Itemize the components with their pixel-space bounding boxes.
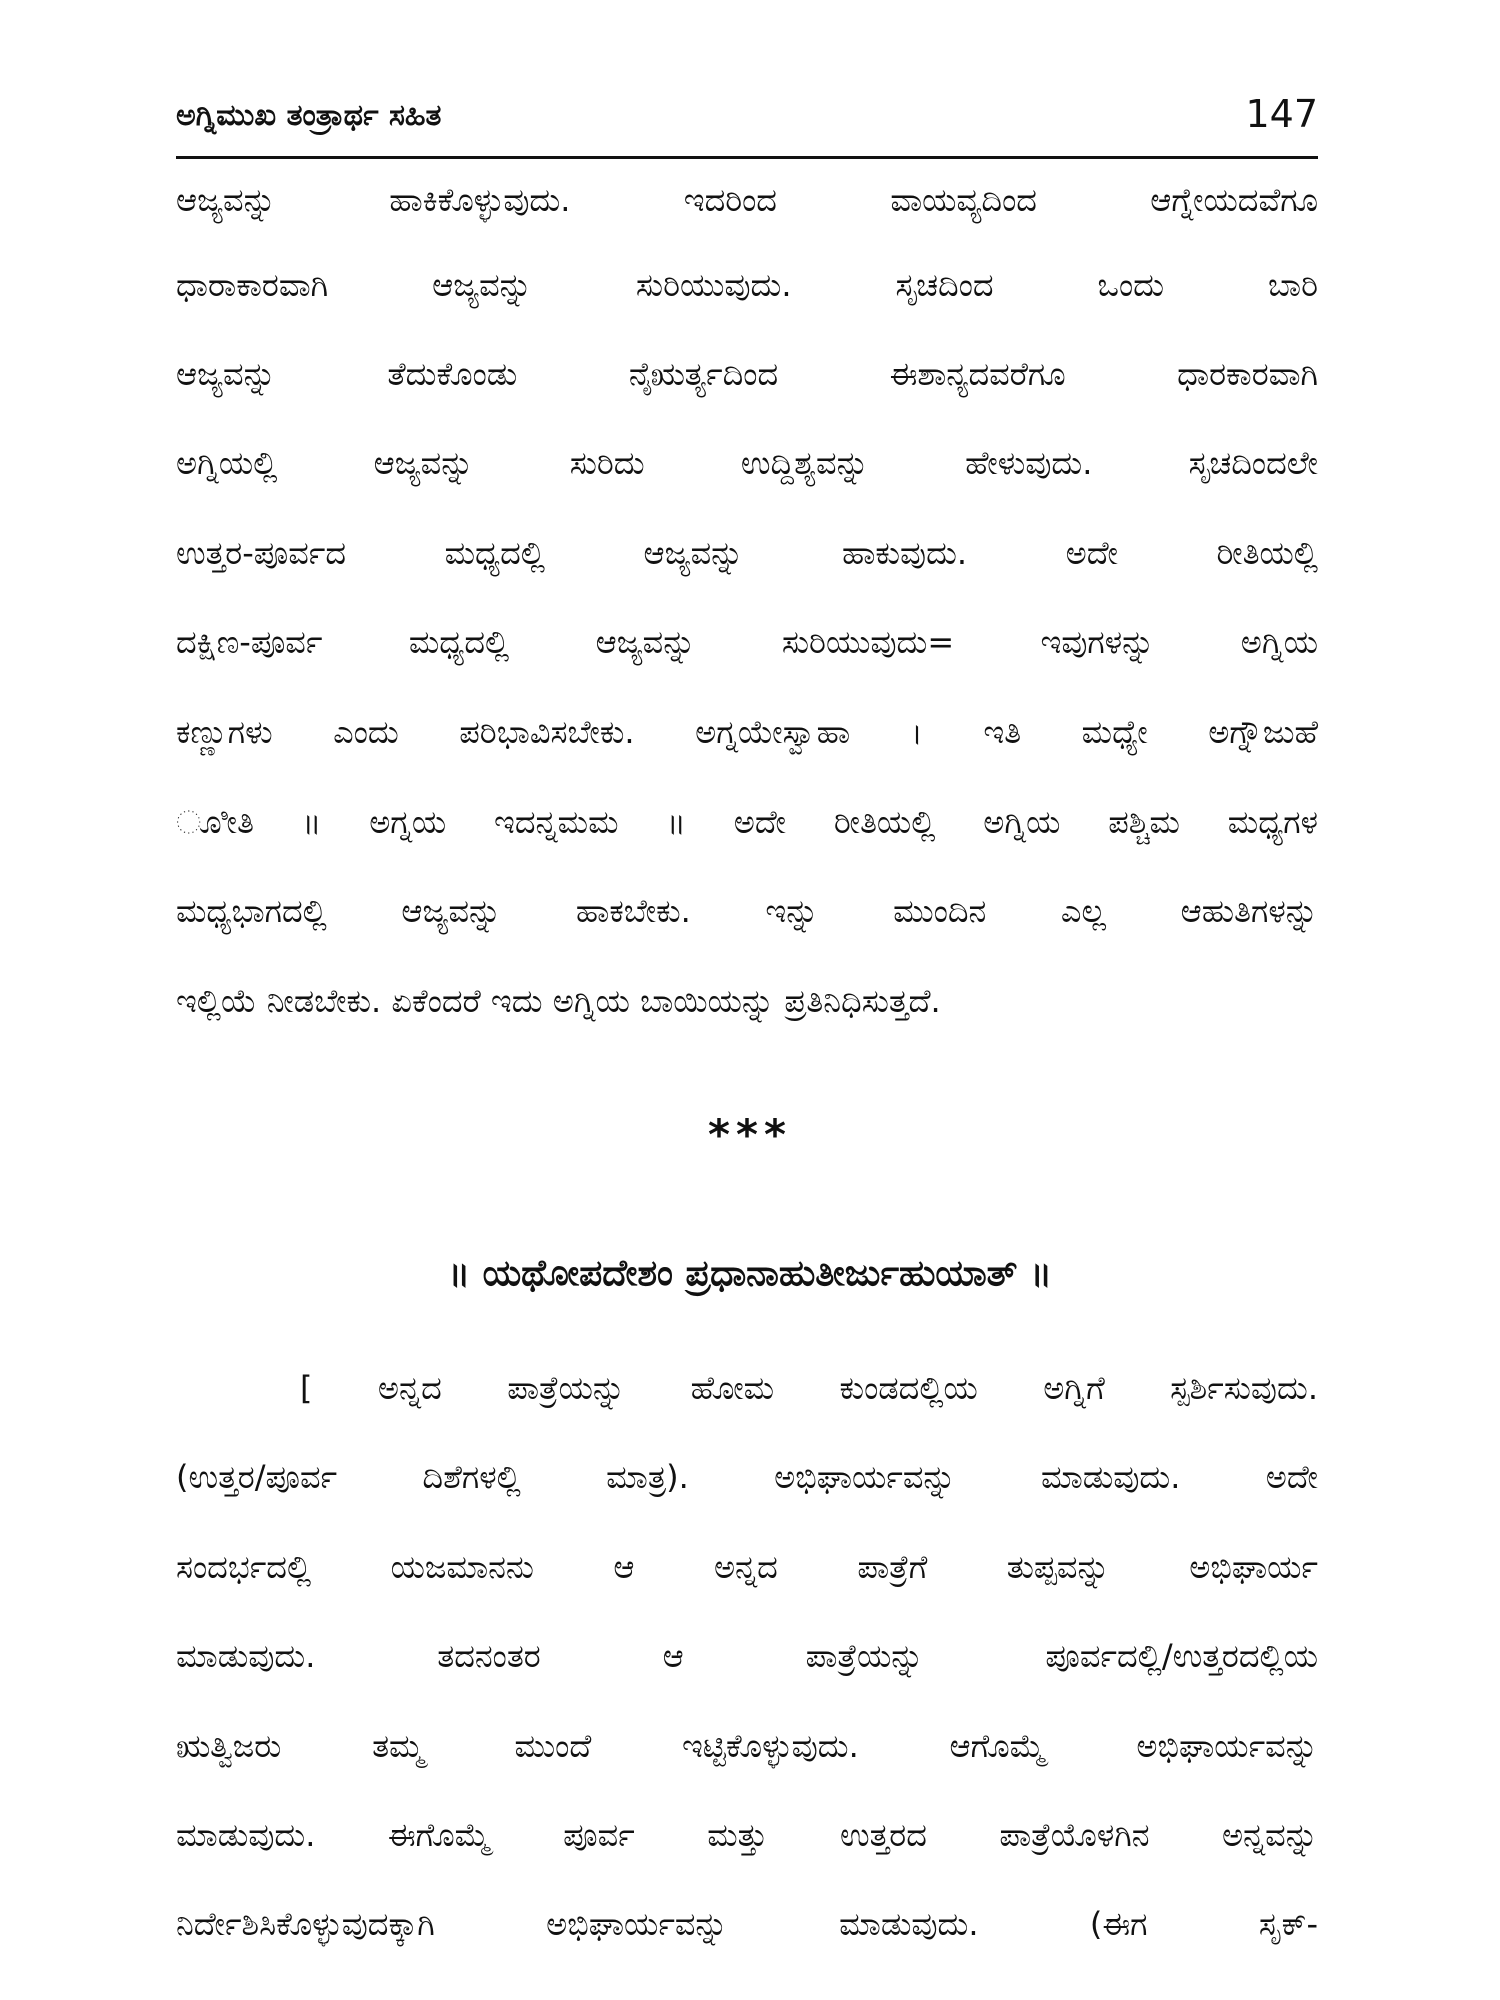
paragraph-1-line-10: ಇಲ್ಲಿಯೆ ನೀಡಬೇಕು. ಏಕೆಂದರೆ ಇದು ಅಗ್ನಿಯ ಬಾಯಿಯನ್ನು ಪ್ರತಿನಿಧಿಸುತ್ತದೆ. [176,982,941,1020]
paragraph-1-line-2: ಧಾರಾಕಾರವಾಗಿ ಆಜ್ಯವನ್ನು ಸುರಿಯುವುದು. ಸೃಚದಿಂದ ಒಂದು ಬಾರಿ [176,266,1318,304]
paragraph-2-line-1: [ ಅನ್ನದ ಪಾತ್ರೆಯನ್ನು ಹೋಮ ಕುಂಡದಲ್ಲಿಯ ಅಗ್ನಿಗೆ ಸ್ಪರ್ಶಿಸುವುದು. [300,1369,1318,1407]
paragraph-1-line-3: ಆಜ್ಯವನ್ನು ತೆದುಕೊಂಡು ನೈಋರ್ತ್ಯದಿಂದ ಈಶಾನ್ಯದವರೆಗೂ ಧಾರಕಾರವಾಗಿ [176,355,1318,393]
page-number: 147 [1245,92,1318,136]
running-header [176,92,1318,142]
paragraph-2-line-6: ಮಾಡುವುದು. ಈಗೊಮ್ಮೆ ಪೂರ್ವ ಮತ್ತು ಉತ್ತರದ ಪಾತ್ರೆಯೊಳಗಿನ ಅನ್ನವನ್ನು [176,1816,1318,1854]
paragraph-1-line-9: ಮಧ್ಯಭಾಗದಲ್ಲಿ ಆಜ್ಯವನ್ನು ಹಾಕಬೇಕು. ಇನ್ನು ಮುಂದಿನ ಎಲ್ಲ ಆಹುತಿಗಳನ್ನು [176,892,1318,930]
paragraph-1-line-7: ಕಣ್ಣುಗಳು ಎಂದು ಪರಿಭಾವಿಸಬೇಕು. ಅಗ್ನಯೇಸ್ವಾಹಾ । ಇತಿ ಮಧ್ಯೇ ಅಗ್ನೌಜುಹೆ [176,713,1318,751]
header-rule [176,156,1318,159]
paragraph-2-line-5: ಋತ್ವಿಜರು ತಮ್ಮ ಮುಂದೆ ಇಟ್ಟಿಕೊಳ್ಳುವುದು. ಆಗೊಮ್ಮೆ ಅಭಿಘಾರ್ಯವನ್ನು [176,1727,1318,1765]
paragraph-2-line-4: ಮಾಡುವುದು. ತದನಂತರ ಆ ಪಾತ್ರೆಯನ್ನು ಪೂರ್ವದಲ್ಲಿ/ಉತ್ತರದಲ್ಲಿಯ [176,1637,1318,1675]
section-heading: ॥ ಯಥೋಪದೇಶಂ ಪ್ರಧಾನಾಹುತೀರ್ಜುಹುಯಾತ್ ॥ [448,1253,1052,1294]
paragraph-2-line-3: ಸಂದರ್ಭದಲ್ಲಿ ಯಜಮಾನನು ಆ ಅನ್ನದ ಪಾತ್ರೆಗೆ ತುಪ್ಪವನ್ನು ಅಭಿಘಾರ್ಯ [176,1548,1318,1586]
paragraph-1-line-8: ೂೀತಿ ॥ ಅಗ್ನಯ ಇದನ್ನಮಮ ॥ ಅದೇ ರೀತಿಯಲ್ಲಿ ಅಗ್ನಿಯ ಪಶ್ಚಿಮ ಮಧ್ಯಗಳ [176,803,1318,841]
paragraph-2-line-7: ನಿರ್ದೇಶಿಸಿಕೊಳ್ಳುವುದಕ್ಕಾಗಿ ಅಭಿಘಾರ್ಯವನ್ನು ಮಾಡುವುದು. (ಈಗ ಸೃಕ್- [176,1905,1318,1943]
paragraph-1-line-5: ಉತ್ತರ-ಪೂರ್ವದ ಮಧ್ಯದಲ್ಲಿ ಆಜ್ಯವನ್ನು ಹಾಕುವುದು. ಅದೇ ರೀತಿಯಲ್ಲಿ [176,534,1318,572]
paragraph-2-line-2: (ಉತ್ತರ/ಪೂರ್ವ ದಿಶೆಗಳಲ್ಲಿ ಮಾತ್ರ). ಅಭಿಘಾರ್ಯವನ್ನು ಮಾಡುವುದು. ಅದೇ [176,1458,1318,1496]
running-title: ಅಗ್ನಿಮುಖ ತಂತ್ರಾರ್ಥ ಸಹಿತ [176,98,442,133]
paragraph-1-line-4: ಅಗ್ನಿಯಲ್ಲಿ ಆಜ್ಯವನ್ನು ಸುರಿದು ಉದ್ದಿಶ್ಯವನ್ನು ಹೇಳುವುದು. ಸೃಚದಿಂದಲೇ [176,444,1318,482]
paragraph-1-line-1: ಆಜ್ಯವನ್ನು ಹಾಕಿಕೊಳ್ಳುವುದು. ಇದರಿಂದ ವಾಯವ್ಯದಿಂದ ಆಗ್ನೇಯದವೆಗೂ [176,181,1318,219]
section-break-ornament: *** [708,1110,792,1159]
paragraph-1-line-6: ದಕ್ಷಿಣ-ಪೂರ್ವ ಮಧ್ಯದಲ್ಲಿ ಆಜ್ಯವನ್ನು ಸುರಿಯುವುದು= ಇವುಗಳನ್ನು ಅಗ್ನಿಯ [176,623,1318,661]
